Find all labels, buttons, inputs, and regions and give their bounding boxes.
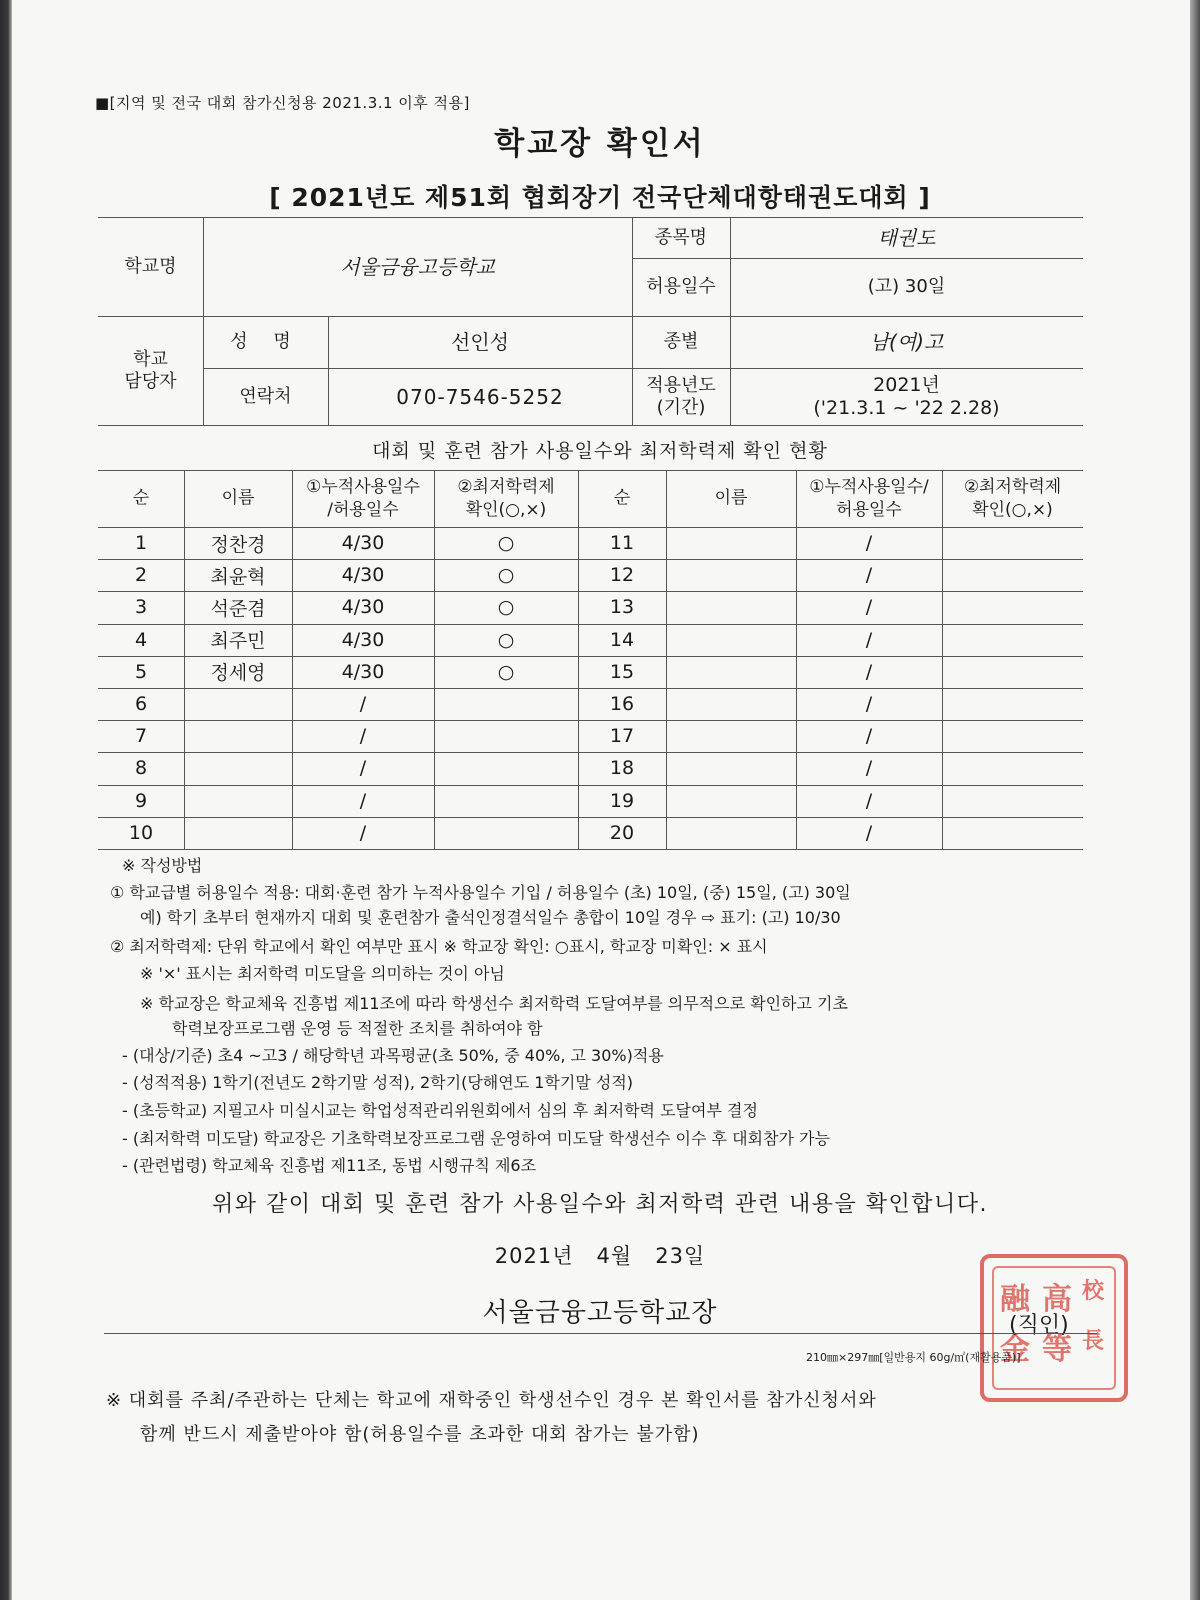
header-no-left: 순: [132, 488, 150, 509]
student-name-cell: [666, 752, 796, 784]
name-value: 선인성: [451, 330, 509, 354]
row-number-cell: 3: [134, 596, 148, 619]
phone-label: 연락처: [239, 385, 292, 407]
academic-check-cell: [434, 817, 578, 849]
note-line: - (초등학교) 지필고사 미실시교는 학업성적관리위원회에서 심의 후 최저학력 도달여부 결정: [122, 1101, 758, 1120]
note-line: - (관련법령) 학교체육 진흥법 제11조, 동법 시행규칙 제6조: [122, 1156, 537, 1175]
used-days-cell: /: [865, 821, 873, 844]
paper-spec: 210㎜×297㎜[일반용지 60g/㎡(재활용품)]: [806, 1351, 1021, 1364]
row-number-cell: 7: [134, 725, 148, 748]
header-check-left-line1: ②최저학력제: [457, 477, 555, 498]
header-days-left-line2: /허용일수: [327, 499, 399, 520]
document-subtitle: [ 2021년도 제51회 협회장기 전국단체대항태권도대회 ]: [269, 183, 931, 212]
header-days-right-line1: ①누적사용일수/: [809, 477, 929, 498]
row-number-cell: 20: [609, 821, 635, 844]
note-line: ※ '×' 표시는 최저학력 미도달을 의미하는 것이 아님: [140, 964, 505, 983]
event-value: 태권도: [877, 225, 936, 250]
academic-check-cell: ○: [497, 596, 515, 619]
note-line: 학력보장프로그램 운영 등 적절한 조치를 취하여야 함: [172, 1019, 543, 1038]
contact-person-label-line1: 학교: [133, 348, 168, 370]
note-line: ② 최저학력제: 단위 학교에서 확인 여부만 표시 ※ 학교장 확인: ○표시, 학교장 미확인: × 표시: [110, 937, 768, 956]
row-number-cell: 15: [609, 660, 635, 683]
seal-glyph: 融: [1000, 1282, 1030, 1317]
academic-check-cell: [942, 624, 1083, 656]
academic-check-cell: [434, 720, 578, 752]
student-name-cell: 석준겸: [210, 597, 266, 620]
student-name-cell: [666, 720, 796, 752]
academic-check-cell: ○: [497, 628, 515, 651]
student-name-cell: 최윤혁: [210, 565, 266, 588]
school-principal: 서울금융고등학교장: [482, 1298, 718, 1328]
note-line: - (대상/기준) 초4 ~고3 / 해당학년 과목평균(초 50%, 중 40%, 고 30%)적용: [122, 1046, 664, 1065]
seal-glyph: 金: [1000, 1332, 1030, 1367]
academic-check-cell: ○: [497, 660, 515, 683]
academic-check-cell: [942, 656, 1083, 688]
contact-person-label: [98, 316, 203, 425]
header-name-right: 이름: [714, 488, 748, 509]
used-days-cell: /: [865, 596, 873, 619]
student-name-cell: [666, 624, 796, 656]
row-number-cell: 12: [609, 564, 635, 587]
used-days-cell: /: [865, 757, 873, 780]
seal-glyph: 長: [1082, 1328, 1105, 1354]
seal-glyph: 高: [1042, 1282, 1072, 1317]
student-name-cell: [666, 559, 796, 591]
row-number-cell: 6: [134, 693, 148, 716]
academic-check-cell: [434, 688, 578, 720]
contact-person-label-line2: 담당자: [124, 370, 177, 392]
year-value: [730, 368, 1083, 425]
note-line: ※ 학교장은 학교체육 진흥법 제11조에 따라 학생선수 최저학력 도달여부를 의무적으로 확인하고 기초: [140, 994, 848, 1013]
academic-check-cell: [942, 720, 1083, 752]
header-check-right-line1: ②최저학력제: [963, 477, 1062, 498]
student-name-cell: [184, 720, 292, 752]
used-days-cell: /: [359, 693, 367, 716]
used-days-cell: /: [865, 725, 873, 748]
signature-tag: (직인): [1009, 1313, 1069, 1338]
row-number-cell: 14: [609, 628, 635, 651]
row-number-cell: 4: [134, 628, 148, 651]
usage-table-title: 대회 및 훈련 참가 사용일수와 최저학력제 확인 현황: [372, 440, 828, 462]
student-name-cell: 정세영: [210, 662, 266, 685]
used-days-cell: 4/30: [341, 596, 385, 619]
year-label-line1: 적용년도: [646, 374, 716, 396]
note-line: 예) 학기 초부터 현재까지 대회 및 훈련참가 출석인정결석일수 총합이 10일 경우 ⇨ 표기: (고) 10/30: [140, 908, 841, 927]
school-name-value: 서울금융고등학교: [340, 254, 495, 279]
student-name-cell: [666, 527, 796, 559]
row-number-cell: 2: [134, 564, 148, 587]
academic-check-cell: [942, 527, 1083, 559]
notes-heading: ※ 작성방법: [122, 856, 203, 875]
header-days-left: [292, 470, 434, 527]
row-number-cell: 18: [609, 757, 635, 780]
info-table-bottom-border: [98, 425, 1083, 426]
header-check-right: [942, 470, 1083, 527]
header-days-right-line2: 허용일수: [836, 499, 902, 520]
academic-check-cell: [942, 752, 1083, 784]
used-days-cell: /: [865, 628, 873, 651]
row-number-cell: 8: [134, 757, 148, 780]
student-name-cell: [666, 785, 796, 817]
issue-date: 2021년 4월 23일: [494, 1244, 706, 1268]
row-number-cell: 17: [609, 725, 635, 748]
row-number-cell: 5: [134, 660, 148, 683]
header-check-left: [434, 470, 578, 527]
student-name-cell: [666, 656, 796, 688]
allowed-days-label: 허용일수: [646, 276, 716, 298]
seal-glyph: 校: [1082, 1278, 1105, 1304]
row-number-cell: 16: [609, 693, 635, 716]
academic-check-cell: [942, 591, 1083, 623]
year-value-line2: ('21.3.1 ~ '22 2.28): [813, 396, 1000, 419]
used-days-cell: 4/30: [341, 564, 385, 587]
academic-check-cell: ○: [497, 564, 515, 587]
academic-check-cell: ○: [497, 532, 515, 555]
academic-check-cell: [942, 817, 1083, 849]
student-name-cell: [666, 591, 796, 623]
table-row-border: [98, 849, 1083, 850]
header-days-left-line1: ①누적사용일수: [306, 477, 420, 498]
used-days-cell: 4/30: [341, 532, 385, 555]
signature-underline: [104, 1333, 1097, 1334]
row-number-cell: 10: [128, 821, 154, 844]
confirmation-statement: 위와 같이 대회 및 훈련 참가 사용일수와 최저학력 관련 내용을 확인합니다.: [212, 1192, 988, 1217]
used-days-cell: /: [359, 789, 367, 812]
student-name-cell: [666, 688, 796, 720]
used-days-cell: 4/30: [341, 660, 385, 683]
row-number-cell: 9: [134, 789, 148, 812]
gender-value: 남(여)고: [869, 330, 944, 354]
academic-check-cell: [942, 688, 1083, 720]
academic-check-cell: [942, 559, 1083, 591]
school-name-label: 학교명: [124, 255, 177, 277]
seal-glyph: 等: [1042, 1332, 1072, 1367]
student-name-cell: 최주민: [210, 630, 266, 653]
header-name-left: 이름: [221, 488, 255, 509]
used-days-cell: /: [865, 532, 873, 555]
name-label: 성 명: [230, 331, 301, 353]
academic-check-cell: [434, 785, 578, 817]
used-days-cell: /: [359, 821, 367, 844]
used-days-cell: /: [865, 564, 873, 587]
header-check-right-line2: 확인(○,×): [972, 499, 1053, 520]
note-line: - (최저학력 미도달) 학교장은 기초학력보장프로그램 운영하여 미도달 학생선수 이수 후 대회참가 가능: [122, 1129, 830, 1148]
year-value-line1: 2021년: [873, 373, 940, 396]
student-name-cell: [184, 817, 292, 849]
row-number-cell: 1: [134, 532, 148, 555]
phone-value: 070-7546-5252: [396, 384, 564, 409]
student-name-cell: [666, 817, 796, 849]
used-days-cell: /: [865, 693, 873, 716]
footer-note-line1: ※ 대회를 주최/주관하는 단체는 학교에 재학중인 학생선수인 경우 본 확인서를 참가신청서와: [106, 1390, 877, 1411]
note-line: - (성적적용) 1학기(전년도 2학기말 성적), 2학기(당해연도 1학기말 성적): [122, 1073, 634, 1092]
allowed-days-value: (고) 30일: [867, 276, 946, 298]
event-label: 종목명: [654, 226, 708, 248]
used-days-cell: 4/30: [341, 628, 385, 651]
gender-label: 종별: [663, 331, 699, 353]
year-label: [632, 368, 730, 425]
used-days-cell: /: [865, 789, 873, 812]
form-usage-note: ■[지역 및 전국 대회 참가신청용 2021.3.1 이후 적용]: [95, 94, 470, 112]
row-number-cell: 19: [609, 789, 635, 812]
used-days-cell: /: [359, 725, 367, 748]
academic-check-cell: [434, 752, 578, 784]
header-check-left-line2: 확인(○,×): [465, 499, 547, 520]
student-name-cell: [184, 752, 292, 784]
student-name-cell: 정찬경: [210, 533, 266, 556]
year-label-line2: (기간): [656, 396, 706, 418]
footer-note-line2: 함께 반드시 제출받아야 함(허용일수를 초과한 대회 참가는 불가함): [140, 1424, 700, 1445]
header-days-right: [796, 470, 942, 527]
header-no-right: 순: [613, 488, 631, 509]
document-title: 학교장 확인서: [494, 126, 706, 162]
used-days-cell: /: [359, 757, 367, 780]
row-number-cell: 11: [609, 532, 635, 555]
student-name-cell: [184, 688, 292, 720]
row-number-cell: 13: [609, 596, 635, 619]
academic-check-cell: [942, 785, 1083, 817]
note-line: ① 학교급별 허용일수 적용: 대회·훈련 참가 누적사용일수 기입 / 허용일수 (초) 10일, (중) 15일, (고) 30일: [110, 883, 851, 902]
student-name-cell: [184, 785, 292, 817]
used-days-cell: /: [865, 660, 873, 683]
